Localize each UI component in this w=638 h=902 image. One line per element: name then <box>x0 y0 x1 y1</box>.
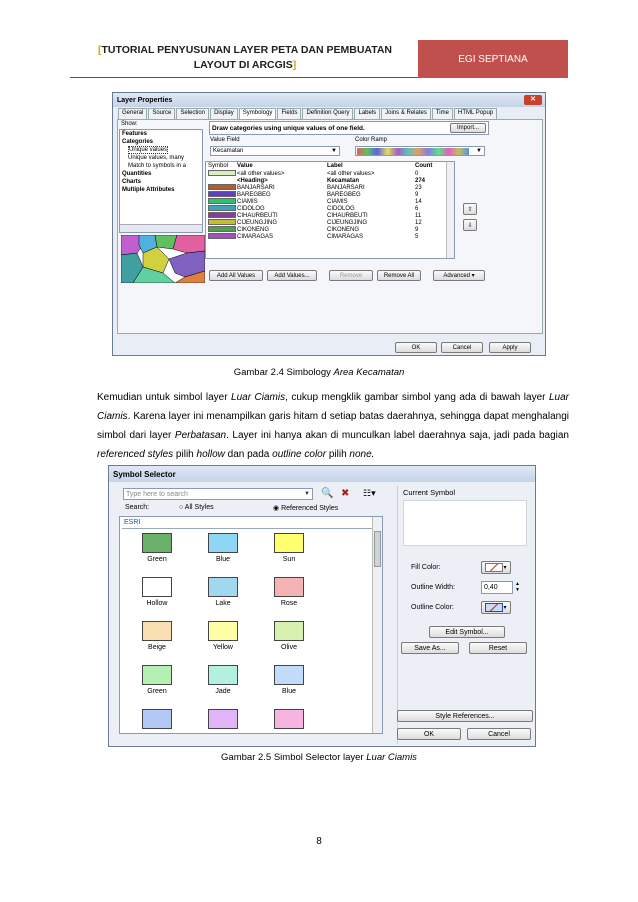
page-header <box>70 40 568 78</box>
symbol-swatch <box>142 533 172 553</box>
no-color-swatch-icon <box>485 563 503 572</box>
outline-width-spinner[interactable]: ▲ ▼ <box>515 581 520 593</box>
current-symbol-label: Current Symbol <box>403 488 456 497</box>
symbol-label: Blue <box>281 688 296 695</box>
symbol-item[interactable] <box>200 709 246 732</box>
symbol-selector-dialog <box>108 465 536 747</box>
show-tree <box>119 129 203 233</box>
value-cell: BANJARSARI <box>237 185 275 191</box>
symbol-swatch <box>208 577 238 597</box>
label-cell: CIAMIS <box>327 199 348 205</box>
import-button[interactable]: Import... <box>450 123 486 133</box>
chevron-down-icon: ▼ <box>304 491 310 497</box>
count-cell: 274 <box>415 178 426 184</box>
table-row[interactable] <box>206 192 454 199</box>
tab-selection[interactable]: Selection <box>176 108 209 119</box>
symbol-item[interactable] <box>134 709 180 732</box>
page-number: 8 <box>316 836 322 847</box>
view-options-icon[interactable]: ☷▾ <box>363 488 376 498</box>
value-cell: <all other values> <box>237 171 285 177</box>
symbol-item[interactable] <box>266 577 312 607</box>
header-title: [TUTORIAL PENYUSUNAN LAYER PETA DAN PEMBUATAN LAYOUT DI ARCGIS] <box>97 44 393 71</box>
symbol-item[interactable] <box>200 577 246 607</box>
symbol-item[interactable] <box>134 621 180 651</box>
symbol-swatch <box>208 665 238 685</box>
reset-button[interactable]: Reset <box>469 642 527 654</box>
symbol-label: Blue <box>215 556 230 563</box>
table-row[interactable] <box>206 206 454 213</box>
tab-symbology[interactable]: Symbology <box>239 108 277 119</box>
symbol-swatch <box>142 621 172 641</box>
label-cell: Kecamatan <box>327 178 360 184</box>
symbol-label: Green <box>147 688 167 695</box>
tree-match-symbols[interactable]: Match to symbols in a <box>128 163 187 169</box>
style-references-button[interactable]: Style References... <box>397 710 533 722</box>
map-preview-image <box>121 235 205 283</box>
symbol-label: Sun <box>282 556 296 563</box>
current-symbol-preview <box>403 500 527 546</box>
symbol-label: Jade <box>215 688 231 695</box>
symbol-label: Hollow <box>146 600 168 607</box>
tree-hscrollbar[interactable] <box>120 224 202 232</box>
remove-button[interactable]: Remove <box>329 270 373 281</box>
cancel-button[interactable]: Cancel <box>467 728 531 740</box>
save-as-button[interactable]: Save As... <box>401 642 459 654</box>
value-cell: CIAMIS <box>237 199 258 205</box>
search-label: Search: <box>125 504 150 511</box>
body-paragraph: Kemudian untuk simbol layer Luar Ciamis, cukup mengklik gambar simbol yang ada di bawah layer Luar Ciamis. Karena layer ini menampilkan garis hitam d setiap batas daerahnya, sehingga dapat menghalangi simbol dari layer Perbatasan. Layer ini hanya akan di munculkan label daerahnya saja, jadi pada bagian referenced styles pilih hollow dan pada outline color pilih none. <box>97 392 569 460</box>
tab-joins-relates[interactable]: Joins & Relates <box>381 108 431 119</box>
tab-display[interactable]: Display <box>210 108 238 119</box>
count-cell: 0 <box>415 171 419 177</box>
symbol-swatch <box>142 577 172 597</box>
symbol-item[interactable] <box>200 665 246 695</box>
table-row[interactable] <box>206 178 454 185</box>
count-cell: 9 <box>415 192 419 198</box>
value-cell: CIDOLOG <box>237 206 265 212</box>
outline-color-label: Outline Color: <box>411 604 454 611</box>
table-row[interactable] <box>206 234 454 241</box>
show-label: Show: <box>121 121 138 127</box>
ok-button[interactable]: OK <box>397 728 461 740</box>
table-row[interactable] <box>206 185 454 192</box>
tab-definition-query[interactable]: Definition Query <box>302 108 353 119</box>
count-cell: 12 <box>415 220 422 226</box>
label-cell: CIDOLOG <box>327 206 355 212</box>
tree-unique-values[interactable]: Unique values <box>129 147 168 153</box>
tab-time[interactable]: Time <box>432 108 453 119</box>
symbol-swatch <box>208 709 238 729</box>
tree-categories[interactable]: Categories <box>122 139 154 145</box>
label-cell: CIJEUNGJING <box>327 220 368 226</box>
table-row[interactable] <box>206 213 454 220</box>
cancel-button[interactable]: Cancel <box>441 342 483 353</box>
style-group-label: ESRI <box>124 519 141 526</box>
table-row[interactable] <box>206 220 454 227</box>
symbol-swatch <box>208 533 238 553</box>
table-row[interactable] <box>206 227 454 234</box>
symbol-rows <box>206 171 454 241</box>
symbol-item[interactable] <box>200 533 246 563</box>
value-cell: CIMARAGAS <box>237 234 274 240</box>
ok-button[interactable]: OK <box>395 342 437 353</box>
label-cell: CIMARAGAS <box>327 234 364 240</box>
outline-width-input[interactable]: 0,40 <box>481 581 513 594</box>
outline-color-button[interactable]: ▾ <box>481 601 511 614</box>
label-cell: CIKONENG <box>327 227 360 233</box>
symbol-swatch <box>142 709 172 729</box>
grid-scrollbar[interactable] <box>372 517 382 733</box>
symbol-label: Olive <box>281 644 297 651</box>
move-up-icon[interactable]: ⇧ <box>463 203 477 215</box>
symbol-label: Beige <box>148 644 166 651</box>
move-down-icon[interactable]: ⇩ <box>463 219 477 231</box>
count-cell: 5 <box>415 234 419 240</box>
search-input[interactable]: Type here to search ▼ <box>123 488 313 500</box>
tab-labels[interactable]: Labels <box>354 108 380 119</box>
symbol-swatch <box>274 709 304 729</box>
label-cell: <all other values> <box>327 171 375 177</box>
symbol-swatch <box>142 665 172 685</box>
figure-caption-1: Gambar 2.4 Simbology Area Kecamatan <box>233 367 405 378</box>
value-cell: CIJEUNGJING <box>237 220 278 226</box>
close-icon[interactable]: ✕ <box>524 95 542 105</box>
group-divider <box>122 528 372 529</box>
table-scrollbar[interactable] <box>446 162 454 258</box>
tree-unique-values-many[interactable]: Unique values, many <box>128 155 185 161</box>
tree-quantities[interactable]: Quantities <box>122 171 152 177</box>
scroll-thumb[interactable] <box>374 531 381 567</box>
count-cell: 9 <box>415 227 419 233</box>
value-cell: CIKONENG <box>237 227 270 233</box>
clear-search-icon[interactable]: ✖ <box>341 488 350 499</box>
tree-charts[interactable]: Charts <box>122 179 142 185</box>
symbol-swatch <box>274 577 304 597</box>
symbol-item[interactable] <box>134 533 180 563</box>
symbol-table <box>205 161 455 259</box>
table-header: Symbol Value Label Count <box>208 163 433 169</box>
symbol-item[interactable] <box>266 533 312 563</box>
search-icon[interactable]: 🔍 <box>321 488 334 499</box>
label-cell: BANJARSARI <box>327 185 365 191</box>
symbol-swatch <box>274 665 304 685</box>
apply-button[interactable]: Apply <box>489 342 531 353</box>
all-styles-radio[interactable]: ○ All Styles <box>179 504 214 511</box>
tree-multiple-attributes[interactable]: Multiple Attributes <box>122 187 175 193</box>
symbol-swatch[interactable] <box>206 233 237 242</box>
header-author: EGI SEPTIANA <box>418 40 568 78</box>
count-cell: 11 <box>415 213 422 219</box>
fill-color-button[interactable]: ▾ <box>481 561 511 574</box>
table-row[interactable] <box>206 199 454 206</box>
advanced-button[interactable]: Advanced ▾ <box>433 270 485 281</box>
value-cell: CIHAURBEUTI <box>237 213 278 219</box>
symbol-grid <box>119 516 383 734</box>
label-cell: BAREGBEG <box>327 192 361 198</box>
remove-all-button[interactable]: Remove All <box>377 270 421 281</box>
tab-source[interactable]: Source <box>148 108 175 119</box>
symbol-item[interactable] <box>200 621 246 651</box>
color-ramp-label: Color Ramp <box>355 137 388 143</box>
symbol-swatch <box>274 621 304 641</box>
count-cell: 14 <box>415 199 422 205</box>
symbol-swatch <box>274 533 304 553</box>
table-row[interactable] <box>206 171 454 178</box>
value-field-select[interactable]: Kecamatan ▼ <box>210 146 340 156</box>
chevron-down-icon: ▼ <box>331 148 337 154</box>
header-rule <box>70 77 418 78</box>
label-cell: CIHAURBEUTI <box>327 213 368 219</box>
symbol-swatch[interactable] <box>206 170 237 179</box>
value-cell: <Heading> <box>237 178 268 184</box>
no-color-swatch-icon <box>485 603 503 612</box>
count-cell: 6 <box>415 206 419 212</box>
symbol-swatch <box>208 621 238 641</box>
dialog-titlebar: Symbol Selector <box>109 466 535 482</box>
add-all-values-button[interactable]: Add All Values <box>209 270 263 281</box>
outline-width-label: Outline Width: <box>411 584 455 591</box>
fill-color-label: Fill Color: <box>411 564 441 571</box>
draw-categories-text: Draw categories using unique values of one field. <box>209 121 489 135</box>
tab-general[interactable]: General <box>118 108 147 119</box>
color-ramp-swatch <box>357 148 469 155</box>
symbol-label: Rose <box>280 600 298 607</box>
value-cell: BAREGBEG <box>237 192 271 198</box>
tree-features[interactable]: Features <box>122 131 148 137</box>
symbol-item[interactable] <box>266 665 312 695</box>
add-values-button[interactable]: Add Values... <box>267 270 317 281</box>
figure-caption-2: Gambar 2.5 Simbol Selector layer Luar Ciamis <box>221 752 417 763</box>
symbol-item[interactable] <box>266 621 312 651</box>
symbol-label: Yellow <box>213 644 233 651</box>
tab-bar <box>118 108 498 119</box>
color-ramp-select[interactable] <box>355 146 485 156</box>
value-field-label: Value Field <box>210 137 240 143</box>
edit-symbol-button[interactable]: Edit Symbol... <box>429 626 505 638</box>
referenced-styles-radio[interactable]: ◉ Referenced Styles <box>273 505 339 512</box>
tab-fields[interactable]: Fields <box>277 108 301 119</box>
tab-html-popup[interactable]: HTML Popup <box>454 108 497 119</box>
layer-properties-dialog <box>112 92 546 356</box>
symbol-item[interactable] <box>134 577 180 607</box>
count-cell: 23 <box>415 185 422 191</box>
symbol-label: Green <box>147 556 167 563</box>
symbol-item[interactable] <box>266 709 312 732</box>
chevron-down-icon: ▼ <box>476 148 482 154</box>
symbol-item[interactable] <box>134 665 180 695</box>
symbol-label: Lake <box>215 600 231 607</box>
dialog-titlebar: Layer Properties ✕ <box>113 93 545 107</box>
